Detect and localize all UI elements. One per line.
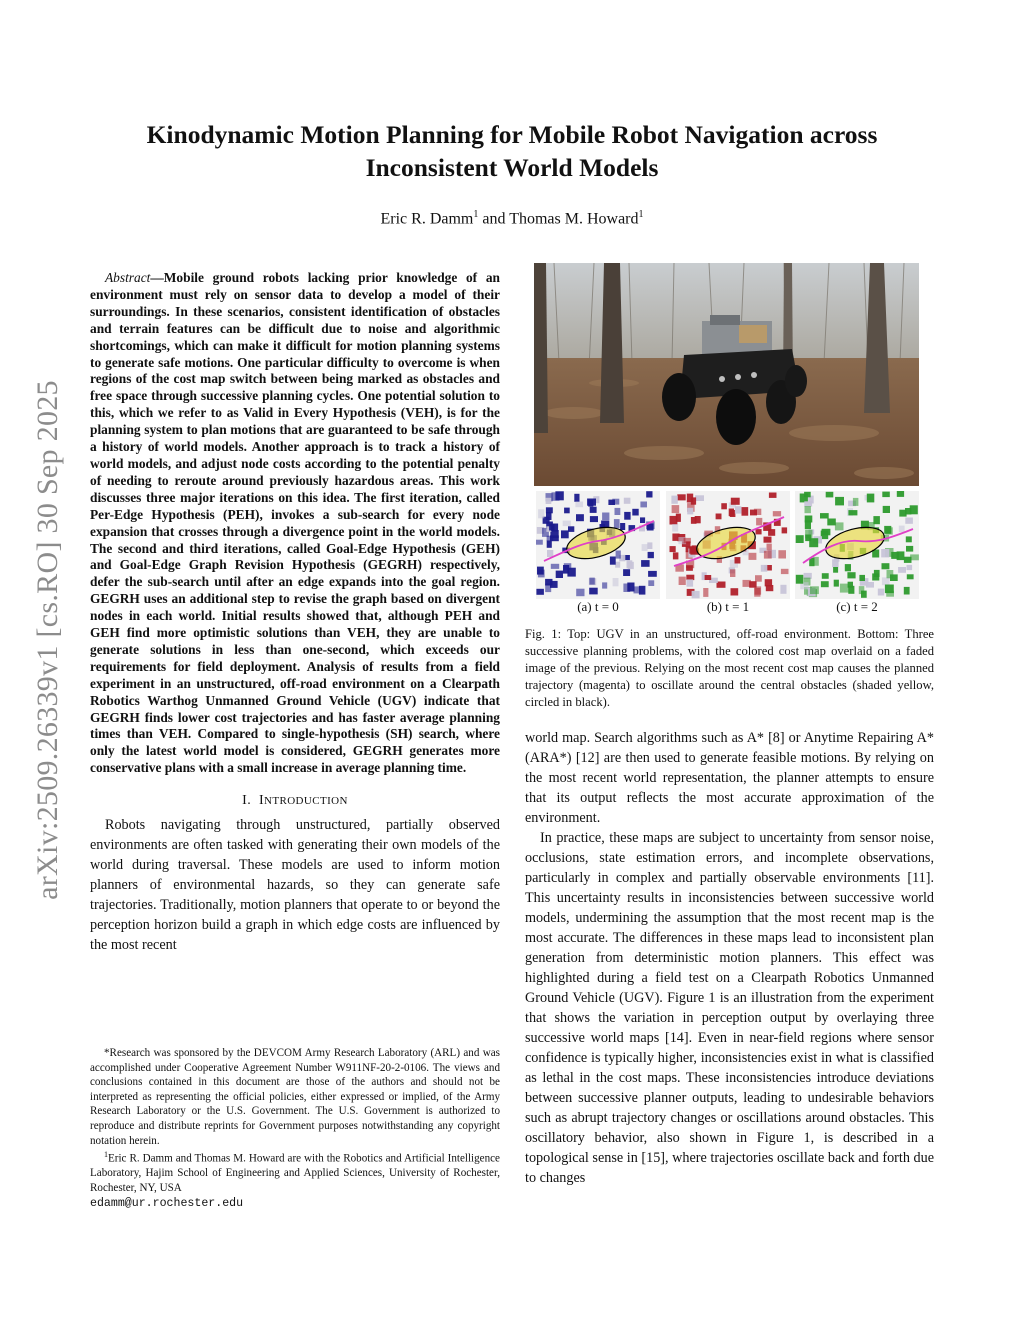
author-damm: Eric R. Damm	[380, 210, 474, 228]
subcaption-c: (c) t = 2	[836, 599, 878, 614]
title-line-2: Inconsistent World Models	[365, 153, 659, 182]
author-list	[100, 209, 924, 228]
intro-paragraph-1-continued: world map. Search algorithms such as A* [8] or Anytime Repairing A* (ARA*) [12] are then used to generate feasible motions. By relying on the most recent world representation, the planner attempts to ensure that its output reflects the most accurate approximation of the environment.	[525, 730, 934, 826]
abstract-text: Mobile ground robots lacking prior knowledge of an environment must rely on sensor data to develop a model of their surroundings. In these scenarios, consistent identification of obstacles and terrain features can be difficult due to noise and algorithmic shortcomings, which can make it difficult for motion planning systems to generate safe motions. One particular difficulty to overcome is when regions of the cost map switch between being marked as obstacles and free space through successive planning cycles. One potential solution to this, which we refer to as Valid in Every Hypothesis (VEH), is for the planning system to plan motions that are guaranteed to be safe through a history of world models. Another approach is to track a history of world models, and adjust node costs according to the potential penalty of needing to reroute around previously hazardous areas. This work discusses three major iterations on this idea. The first iteration, called Per-Edge Hypothesis (PEH), invokes a sub-search for every node expansion that crosses through a divergence point in the world models. The second and third iterations, called Goal-Edge Hypothesis (GEH) and Goal-Edge Graph Revision Hypothesis (GEGRH) respectively, defer the sub-search until after an edge expands into the goal region. GEGRH uses an additional step to revise the graph based on divergent nodes in each world. Initial results showed that, although PEH and GEH find more optimistic solutions than VEH, they are unable to generate solutions in less than one-second, which exceeds our requirements for field deployment. Analysis of results from a field experiment in an unstructured, off-road environment on a Clearpath Robotics Warthog Unmanned Ground Vehicle (UGV) indicate that GEGRH finds lower cost trajectories and has faster average planning times than VEH. Compared to single-hypothesis (SH) search, where only the latest world model is considered, GEGRH generates more conservative plans with a small increase in average planning time.	[90, 270, 500, 776]
cost-map-t1	[666, 491, 790, 599]
abstract-dash: —	[150, 270, 164, 285]
funding-footnote: *Research was sponsored by the DEVCOM Army Research Laboratory (ARL) and was accomplished under Cooperative Agreement Number W911NF-20-2-0106. The views and conclusions contained in this document are those of the authors and should not be interpreted as representing the official policies, either expressed or implied, of the Army Research Laboratory or the U.S. Government. The U.S. Government is authorized to reproduce and distribute reprints for Government purposes notwithstanding any copyright notation herein.	[90, 1047, 500, 1147]
author-affil-mark-1: 1	[473, 209, 479, 220]
cost-map-t2	[795, 491, 919, 599]
author-conjunction: and	[478, 210, 510, 228]
right-column	[525, 728, 934, 1188]
section-title-rest: NTRODUCTION	[264, 795, 348, 808]
title-line-1: Kinodynamic Motion Planning for Mobile Robot Navigation across	[146, 120, 878, 149]
intro-paragraph-1: Robots navigating through unstructured, partially observed environments are often tasked with generating their own models of the world during traversal. These models are used to inform motion planners of environmental hazards, so they can generate safe trajectories. Traditionally, motion planners that operate to or beyond the perception horizon build a graph in which edge costs are influenced by the most recent	[90, 817, 500, 954]
abstract	[90, 270, 500, 777]
figure-1-caption: Fig. 1: Top: UGV in an unstructured, off-road environment. Bottom: Three successive planning problems, with the colored cost map overlaid on a faded image of the previous. Relying on the most recent cost map causes the planned trajectory (magenta) to oscillate around the central obstacles (shaded yellow, circled in black).	[525, 627, 934, 709]
subcaption-a: (a) t = 0	[577, 599, 619, 614]
section-title-initial: I	[258, 793, 264, 809]
author-howard: Thomas M. Howard	[509, 210, 639, 228]
affiliation-footnote	[90, 1148, 500, 1211]
cost-map-t0	[536, 491, 660, 599]
section-heading	[90, 791, 500, 811]
footnotes	[90, 1046, 500, 1211]
abstract-label: Abstract	[105, 270, 151, 285]
affiliation-text: Eric R. Damm and Thomas M. Howard are with the Robotics and Artificial Intelligence Laboratory, Hajim School of Engineering and Applied Sciences, University of Rochester, Rochester, NY, USA	[90, 1152, 500, 1195]
subcaption-b: (b) t = 1	[706, 599, 750, 614]
arxiv-identifier: arXiv:2509.26339v1 [cs.RO] 30 Sep 2025	[31, 380, 64, 900]
left-column	[90, 270, 500, 955]
section-number: I.	[242, 793, 252, 809]
ugv-forest-photo	[534, 263, 919, 486]
author-email: edamm@ur.rochester.edu	[90, 1196, 244, 1210]
intro-paragraph-2: In practice, these maps are subject to uncertainty from sensor noise, occlusions, state estimation errors, and incomplete observations, particularly in complex and partially observable environments [11]. This uncertainty results in inconsistencies between successive world models, undermining the assumption that the most recent map is the most accurate. The differences in these maps lead to inconsistent plan generation from deterministic motion planners. This effect was highlighted during a field test on a Clearpath Robotics Unmanned Ground Vehicle (UGV). Figure 1 is an illustration from the experiment that shows the variation in perception output by overlaying three successive world maps [14]. Even in near-field regions where sensor confidence is typically higher, inconsistencies exist in what is classified as lethal in the cost maps. These inconsistencies introduce deviations between successive planner outputs, leading to undesirable behaviors such as abrupt trajectory changes or oscillations around obstacles. This oscillatory behavior, also shown in Figure 1, is described in a topological sense in [15], where trajectories oscillate back and forth due to changes	[525, 830, 934, 1186]
affiliation-mark: 1	[104, 1150, 108, 1160]
paper-title	[100, 118, 924, 184]
author-affil-mark-2: 1	[638, 209, 644, 220]
